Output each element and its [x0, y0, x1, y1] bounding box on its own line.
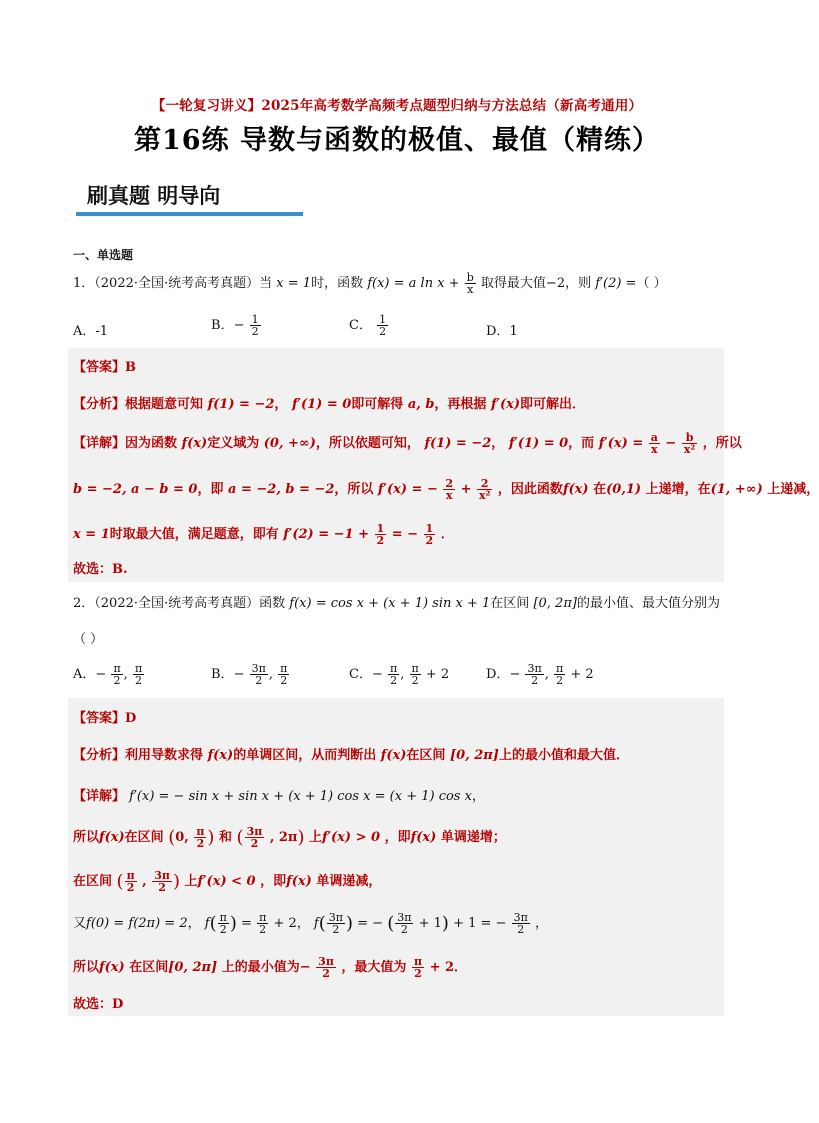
- q2-option-b: B．− $\frac{3\pi}{2}$ , $\frac{\pi}{2}$: [211, 662, 288, 687]
- q1-detail-line-2: b = −2, a − b = 0，即 a = −2, b = −2，所以 f′(x) = − $\frac{2}{x}$ + $\frac{2}{\text{x²}}$ ，因此函数f(x) 在(0,1) 上递增，在(1, +∞) 上递减，: [73, 477, 819, 502]
- q2-option-c: C．− $\frac{\pi}{2}$ , $\frac{\pi}{2}$ + 2: [349, 662, 450, 687]
- q1-detail-line-1: 【详解】因为函数 f(x)定义域为 (0, +∞)，所以依题可知， f(1) = −2， f′(1) = 0，而 f′(x) = $\frac{a}{x}$ − $\frac{b}{\text{x²}}$ ，所以: [73, 431, 742, 456]
- q2-detail-line-1: 【详解】 f′(x) = − sin x + sin x + (x + 1) cos x = (x + 1) cos x，: [73, 789, 485, 804]
- q2-analysis: 【分析】利用导数求得 f(x)的单调区间，从而判断出 f(x)在区间 [0, 2π]上的最小值和最大值．: [73, 748, 629, 763]
- q2-option-a: A．− $\frac{\pi}{2}$ , $\frac{\pi}{2}$: [73, 662, 143, 687]
- section-underline: [76, 212, 303, 216]
- q1-option-b: B．− $\frac{1}{2}$: [211, 313, 259, 338]
- q1-detail-line-3: x = 1时取最大值，满足题意，即有 f′(2) = −1 + $\frac{1}{2}$ = − $\frac{1}{2}$ ．: [73, 522, 454, 547]
- q2-conclusion: 故选：D: [73, 997, 124, 1012]
- question-1-stem: 1．（2022·全国·统考高考真题）当 x = 1时，函数 f(x) = a ln x + $\frac{b}{x}$ 取得最大值−2，则 f′(2) =（ ）: [73, 271, 667, 296]
- category-heading: 一、单选题: [73, 248, 134, 262]
- q2-option-d: D．− $\frac{3\pi}{2}$ , $\frac{\pi}{2}$ + 2: [486, 662, 594, 687]
- q2-detail-line-5: 所以f(x) 在区间[0, 2π] 上的最小值为− $\frac{3\pi}{2}$ ，最大值为 $\frac{\pi}{2}$ + 2．: [73, 955, 468, 980]
- q1-answer: 【答案】B: [73, 360, 137, 375]
- q2-detail-line-4: 又f(0) = f(2π) = 2， f( $\frac{\pi}{2}$ ) = $\frac{\pi}{2}$ + 2， f( $\frac{3\pi}{2}$ ) = − ( $\frac{3\pi}{2}$ + 1) + 1 = − $\frac{3\pi}{2}$ ，: [73, 911, 548, 936]
- q2-answer: 【答案】D: [73, 711, 137, 726]
- q1-solution-box: [68, 348, 724, 582]
- q1-option-a: A．-1: [73, 324, 109, 339]
- q2-detail-line-2: 所以f(x)在区间 (0, $\frac{\pi}{2}$ ) 和 ( $\frac{3\pi}{2}$ , 2π) 上f′(x) > 0 ，即f(x) 单调递增；: [73, 825, 506, 850]
- q2-detail-line-3: 在区间 ( $\frac{\pi}{2}$ , $\frac{3\pi}{2}$ ) 上f′(x) < 0 ，即f(x) 单调递减，: [73, 869, 382, 894]
- section-title: 刷真题 明导向: [87, 183, 221, 208]
- q1-conclusion: 故选：B.: [73, 562, 128, 577]
- q1-option-d: D．1: [486, 324, 518, 339]
- q1-option-c: C． $\frac{1}{2}$: [349, 313, 387, 338]
- question-2-stem: 2．（2022·全国·统考高考真题）函数 f(x) = cos x + (x + 1) sin x + 1在区间 [0, 2π]的最小值、最大值分别为: [73, 596, 720, 611]
- q1-analysis: 【分析】根据题意可知 f(1) = −2， f′(1) = 0即可解得 a, b，再根据 f′(x)即可解出．: [73, 397, 586, 412]
- series-subtitle: 【一轮复习讲义】2025年高考数学高频考点题型归纳与方法总结（新高考通用）: [151, 98, 643, 114]
- page-title: 第16练 导数与函数的极值、最值（精练）: [134, 125, 660, 156]
- question-2-paren: （ ）: [73, 632, 104, 647]
